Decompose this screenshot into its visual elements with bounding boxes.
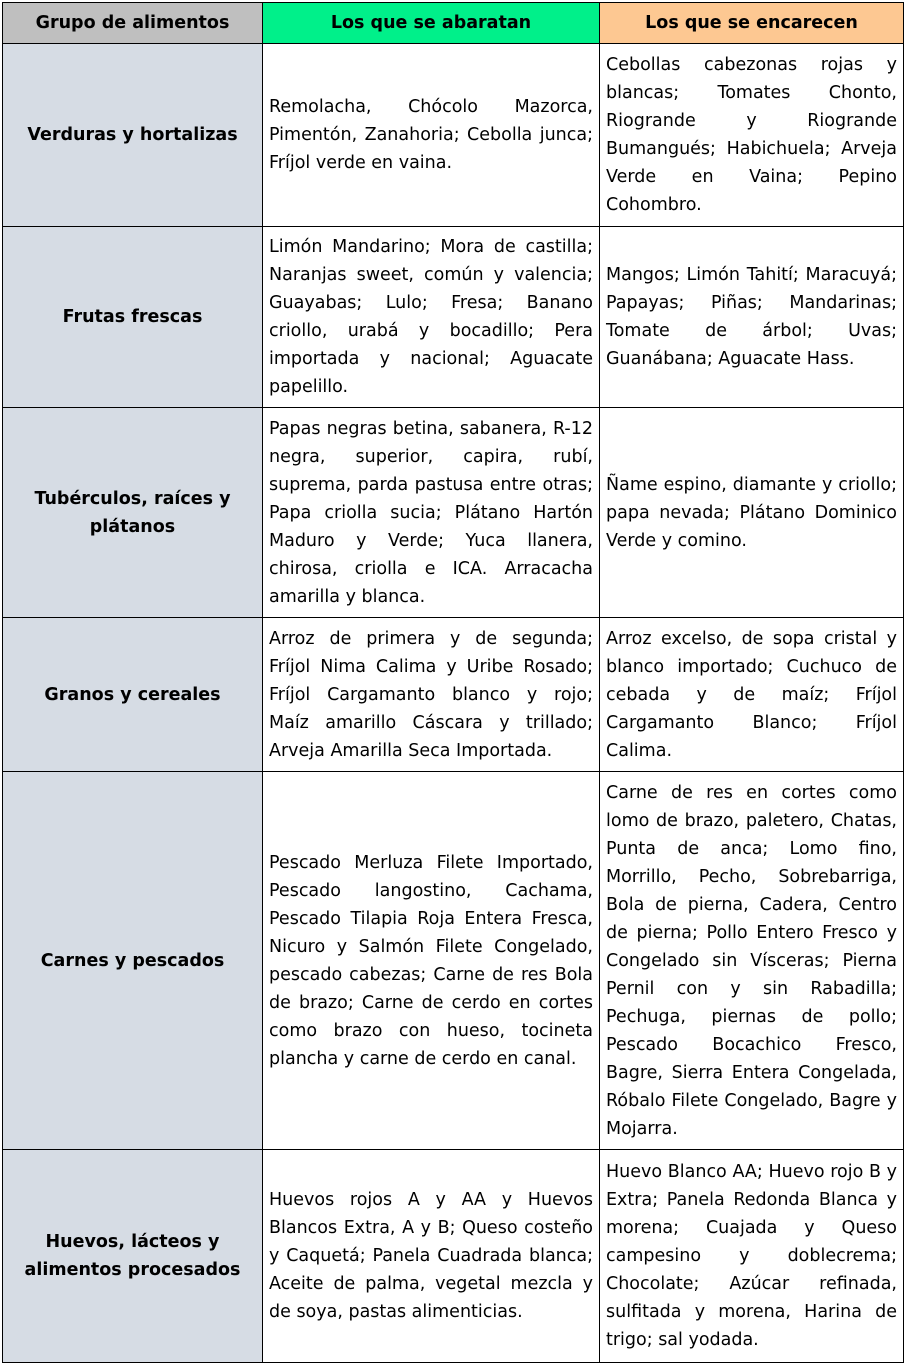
group-cell: Frutas frescas <box>3 227 263 408</box>
cheaper-cell: Huevos rojos A y AA y Huevos Blancos Extra, A y B; Queso costeño y Caquetá; Panela Cuadrada blanca; Aceite de palma, vegetal mezcla y de soya, pastas alimenticias. <box>263 1150 600 1363</box>
group-cell: Verduras y hortalizas <box>3 44 263 227</box>
header-row <box>3 3 904 44</box>
cheaper-cell: Arroz de primera y de segunda; Fríjol Nima Calima y Uribe Rosado; Fríjol Cargamanto blanco y rojo; Maíz amarillo Cáscara y trillado; Arveja Amarilla Seca Importada. <box>263 618 600 772</box>
group-cell: Granos y cereales <box>3 618 263 772</box>
table-row <box>3 408 904 618</box>
pricier-cell: Carne de res en cortes como lomo de brazo, paletero, Chatas, Punta de anca; Lomo fino, Morrillo, Pecho, Sobrebarriga, Bola de pierna, Cadera, Centro de pierna; Pollo Entero Fresco y Congelado sin Vísceras; Pierna Pernil con y sin Rabadilla; Pechuga, piernas de pollo; Pescado Bocachico Fresco, Bagre, Sierra Entera Congelada, Róbalo Filete Congelado, Bagre y Mojarra. <box>600 772 904 1150</box>
cheaper-cell: Papas negras betina, sabanera, R-12 negra, superior, capira, rubí, suprema, parda pastusa entre otras; Papa criolla sucia; Plátano Hartón Maduro y Verde; Yuca llanera, chirosa, criolla e ICA. Arracacha amarilla y blanca. <box>263 408 600 618</box>
food-price-table <box>2 2 904 1363</box>
group-cell: Huevos, lácteos y alimentos procesados <box>3 1150 263 1363</box>
header-cheaper: Los que se abaratan <box>263 3 600 44</box>
group-cell: Carnes y pescados <box>3 772 263 1150</box>
pricier-cell: Cebollas cabezonas rojas y blancas; Tomates Chonto, Riogrande y Riogrande Bumangués; Habichuela; Arveja Verde en Vaina; Pepino Cohombro. <box>600 44 904 227</box>
pricier-cell: Arroz excelso, de sopa cristal y blanco importado; Cuchuco de cebada y de maíz; Fríjol Cargamanto Blanco; Fríjol Calima. <box>600 618 904 772</box>
table-row <box>3 227 904 408</box>
cheaper-cell: Limón Mandarino; Mora de castilla; Naranjas sweet, común y valencia; Guayabas; Lulo; Fresa; Banano criollo, urabá y bocadillo; Pera importada y nacional; Aguacate papelillo. <box>263 227 600 408</box>
pricier-cell: Ñame espino, diamante y criollo; papa nevada; Plátano Dominico Verde y comino. <box>600 408 904 618</box>
table-row <box>3 44 904 227</box>
table-row <box>3 1150 904 1363</box>
cheaper-cell: Remolacha, Chócolo Mazorca, Pimentón, Zanahoria; Cebolla junca; Fríjol verde en vaina. <box>263 44 600 227</box>
group-cell: Tubérculos, raíces y plátanos <box>3 408 263 618</box>
pricier-cell: Mangos; Limón Tahití; Maracuyá; Papayas; Piñas; Mandarinas; Tomate de árbol; Uvas; Guanábana; Aguacate Hass. <box>600 227 904 408</box>
pricier-cell: Huevo Blanco AA; Huevo rojo B y Extra; Panela Redonda Blanca y morena; Cuajada y Queso campesino y doblecrema; Chocolate; Azúcar refinada, sulfitada y morena, Harina de trigo; sal yodada. <box>600 1150 904 1363</box>
header-group: Grupo de alimentos <box>3 3 263 44</box>
cheaper-cell: Pescado Merluza Filete Importado, Pescado langostino, Cachama, Pescado Tilapia Roja Entera Fresca, Nicuro y Salmón Filete Congelado, pescado cabezas; Carne de res Bola de brazo; Carne de cerdo en cortes como brazo con hueso, tocineta plancha y carne de cerdo en canal. <box>263 772 600 1150</box>
header-pricier: Los que se encarecen <box>600 3 904 44</box>
table-row <box>3 618 904 772</box>
table-row <box>3 772 904 1150</box>
